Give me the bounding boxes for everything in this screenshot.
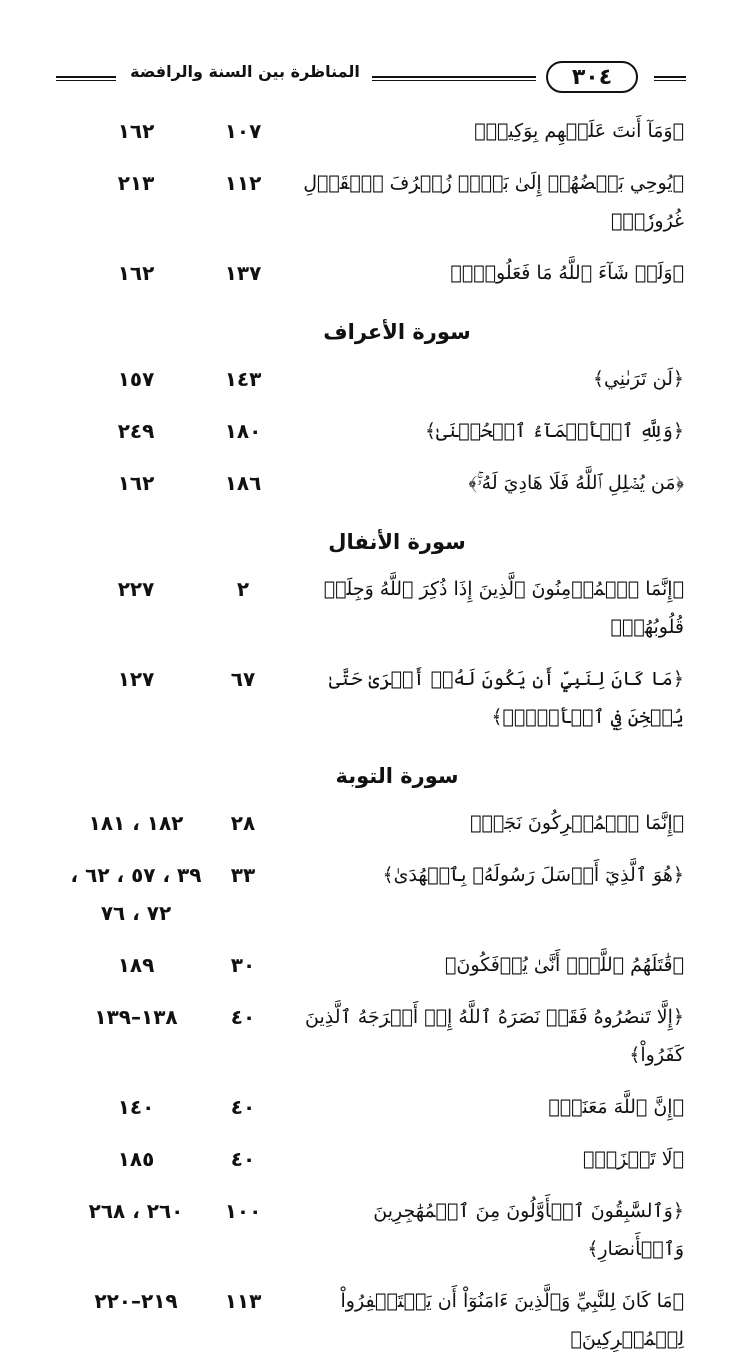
verse-text: ﴿وَلَوۡ شَآءَ ٱللَّهُ مَا فَعَلُوهُۖ﴾ bbox=[450, 262, 684, 284]
verse-index bbox=[70, 112, 684, 1372]
verse-text: ﴿وَمَآ أَنتَ عَلَيۡهِم بِوَكِيلٖ﴾ bbox=[474, 120, 684, 142]
page-references: ١٣٨–١٣٩ bbox=[94, 1005, 178, 1029]
ayah-number: ٤٠ bbox=[230, 1005, 256, 1029]
header-rule-right bbox=[654, 76, 686, 81]
index-row bbox=[70, 112, 684, 150]
page-references: ١٦٢ bbox=[117, 119, 155, 143]
page-references: ١٦٢ bbox=[117, 261, 155, 285]
ayah-number: ١١٢ bbox=[224, 171, 262, 195]
ayah-number: ١٨٠ bbox=[224, 419, 262, 443]
ayah-number: ١٤٣ bbox=[224, 367, 262, 391]
page-references: ١٥٧ bbox=[117, 367, 155, 391]
page-references: ٢١٩–٢٢٠ bbox=[94, 1289, 178, 1313]
ayah-number: ٢٨ bbox=[230, 811, 256, 835]
page-references: ٣٩ ، ٥٧ ، ٦٢ ، ٧٢ ، ٧٦ bbox=[70, 863, 202, 925]
verse-text: ﴿وَلِلَّهِ ٱلۡأَسۡمَآءُ ٱلۡحُسۡنَىٰ﴾ bbox=[424, 420, 684, 442]
verse-text: ﴿إِلَّا تَنصُرُوهُ فَقَدۡ نَصَرَهُ ٱللَّهُ إِذۡ أَخۡرَجَهُ ٱلَّذِينَ كَفَرُواْ﴾ bbox=[305, 1006, 684, 1066]
index-row bbox=[70, 1140, 684, 1178]
index-row bbox=[70, 1192, 684, 1268]
page-references: ٢١٣ bbox=[117, 171, 155, 195]
ayah-number: ١٨٦ bbox=[224, 471, 262, 495]
page-references: ٢٤٩ bbox=[117, 419, 155, 443]
ayah-number: ١٣٧ bbox=[224, 261, 262, 285]
index-row bbox=[70, 1088, 684, 1126]
verse-text: ﴿لَن تَرَىٰنِي﴾ bbox=[592, 368, 684, 390]
index-row bbox=[70, 570, 684, 646]
page-references: ١٦٢ bbox=[117, 471, 155, 495]
verse-text: ﴿مَا كَانَ لِنَبِيٍّ أَن يَكُونَ لَهُۥٓ أَسۡرَىٰ حَتَّىٰ يُثۡخِنَ فِي ٱلۡأَرۡضِۚ﴾ bbox=[328, 668, 684, 728]
page-references: ١٨٢ ، ١٨١ bbox=[88, 811, 184, 835]
index-row bbox=[70, 660, 684, 736]
index-row bbox=[70, 856, 684, 932]
verse-text: ﴿إِنَّ ٱللَّهَ مَعَنَاۖ﴾ bbox=[548, 1096, 684, 1118]
verse-text: ﴿هُوَ ٱلَّذِيٓ أَرۡسَلَ رَسُولَهُۥ بِٱلۡهُدَىٰ﴾ bbox=[382, 864, 684, 886]
book-title: المناظرة بين السنة والرافضة bbox=[130, 62, 360, 81]
page-references: ١٨٥ bbox=[117, 1147, 155, 1171]
surah-heading: سورة الأنفال bbox=[328, 530, 466, 554]
surah-heading: سورة التوبة bbox=[335, 764, 459, 788]
index-row bbox=[70, 254, 684, 292]
verse-text: ﴿إِنَّمَا ٱلۡمُؤۡمِنُونَ ٱلَّذِينَ إِذَا ذُكِرَ ٱللَّهُ وَجِلَتۡ قُلُوبُهُمۡ﴾ bbox=[323, 578, 684, 638]
header-rule-middle bbox=[372, 76, 536, 81]
page-references: ٢٦٠ ، ٢٦٨ bbox=[88, 1199, 184, 1223]
verse-text: ﴿مَا كَانَ لِلنَّبِيِّ وَٱلَّذِينَ ءَامَنُوٓاْ أَن يَسۡتَغۡفِرُواْ لِلۡمُشۡرِكِينَ﴾ bbox=[340, 1290, 684, 1350]
verse-text: ﴿يُوحِي بَعۡضُهُمۡ إِلَىٰ بَعۡضٖ زُخۡرُفَ ٱلۡقَوۡلِ غُرُورٗاۚ﴾ bbox=[303, 172, 684, 232]
page-references: ٢٢٧ bbox=[117, 577, 155, 601]
ayah-number: ٣٣ bbox=[230, 863, 256, 887]
page-references: ١٤٠ bbox=[117, 1095, 155, 1119]
index-row bbox=[70, 464, 684, 502]
verse-text: ﴿إِنَّمَا ٱلۡمُشۡرِكُونَ نَجَسٞ﴾ bbox=[470, 812, 684, 834]
index-row bbox=[70, 164, 684, 240]
ayah-number: ١٠٠ bbox=[224, 1199, 262, 1223]
page-references: ١٨٩ bbox=[117, 953, 155, 977]
index-row bbox=[70, 946, 684, 984]
index-row bbox=[70, 360, 684, 398]
index-row bbox=[70, 804, 684, 842]
verse-text: ﴿وَٱلسَّٰبِقُونَ ٱلۡأَوَّلُونَ مِنَ ٱلۡمُهَٰجِرِينَ وَٱلۡأَنصَارِ﴾ bbox=[373, 1200, 684, 1260]
verse-text: ﴿لَا تَحۡزَنۡ﴾ bbox=[582, 1148, 684, 1170]
ayah-number: ٤٠ bbox=[230, 1147, 256, 1171]
verse-text: ﴿قَٰتَلَهُمُ ٱللَّهُۖ أَنَّىٰ يُؤۡفَكُونَ﴾ bbox=[445, 954, 684, 976]
page-references: ١٢٧ bbox=[117, 667, 155, 691]
verse-text: ﴿مَن يُضۡلِلِ ٱللَّهُ فَلَا هَادِيَ لَهُۥۚ﴾ bbox=[468, 472, 684, 494]
ayah-number: ١١٣ bbox=[224, 1289, 262, 1313]
header-rule-left bbox=[56, 76, 116, 81]
index-row bbox=[70, 1282, 684, 1358]
index-row bbox=[70, 998, 684, 1074]
index-row bbox=[70, 412, 684, 450]
surah-heading: سورة الأعراف bbox=[323, 320, 471, 344]
page-header bbox=[56, 52, 686, 104]
page-number: ٣٠٤ bbox=[546, 61, 638, 93]
ayah-number: ٢ bbox=[236, 577, 250, 601]
ayah-number: ٤٠ bbox=[230, 1095, 256, 1119]
ayah-number: ٦٧ bbox=[230, 667, 256, 691]
ayah-number: ١٠٧ bbox=[224, 119, 262, 143]
ayah-number: ٣٠ bbox=[230, 953, 256, 977]
